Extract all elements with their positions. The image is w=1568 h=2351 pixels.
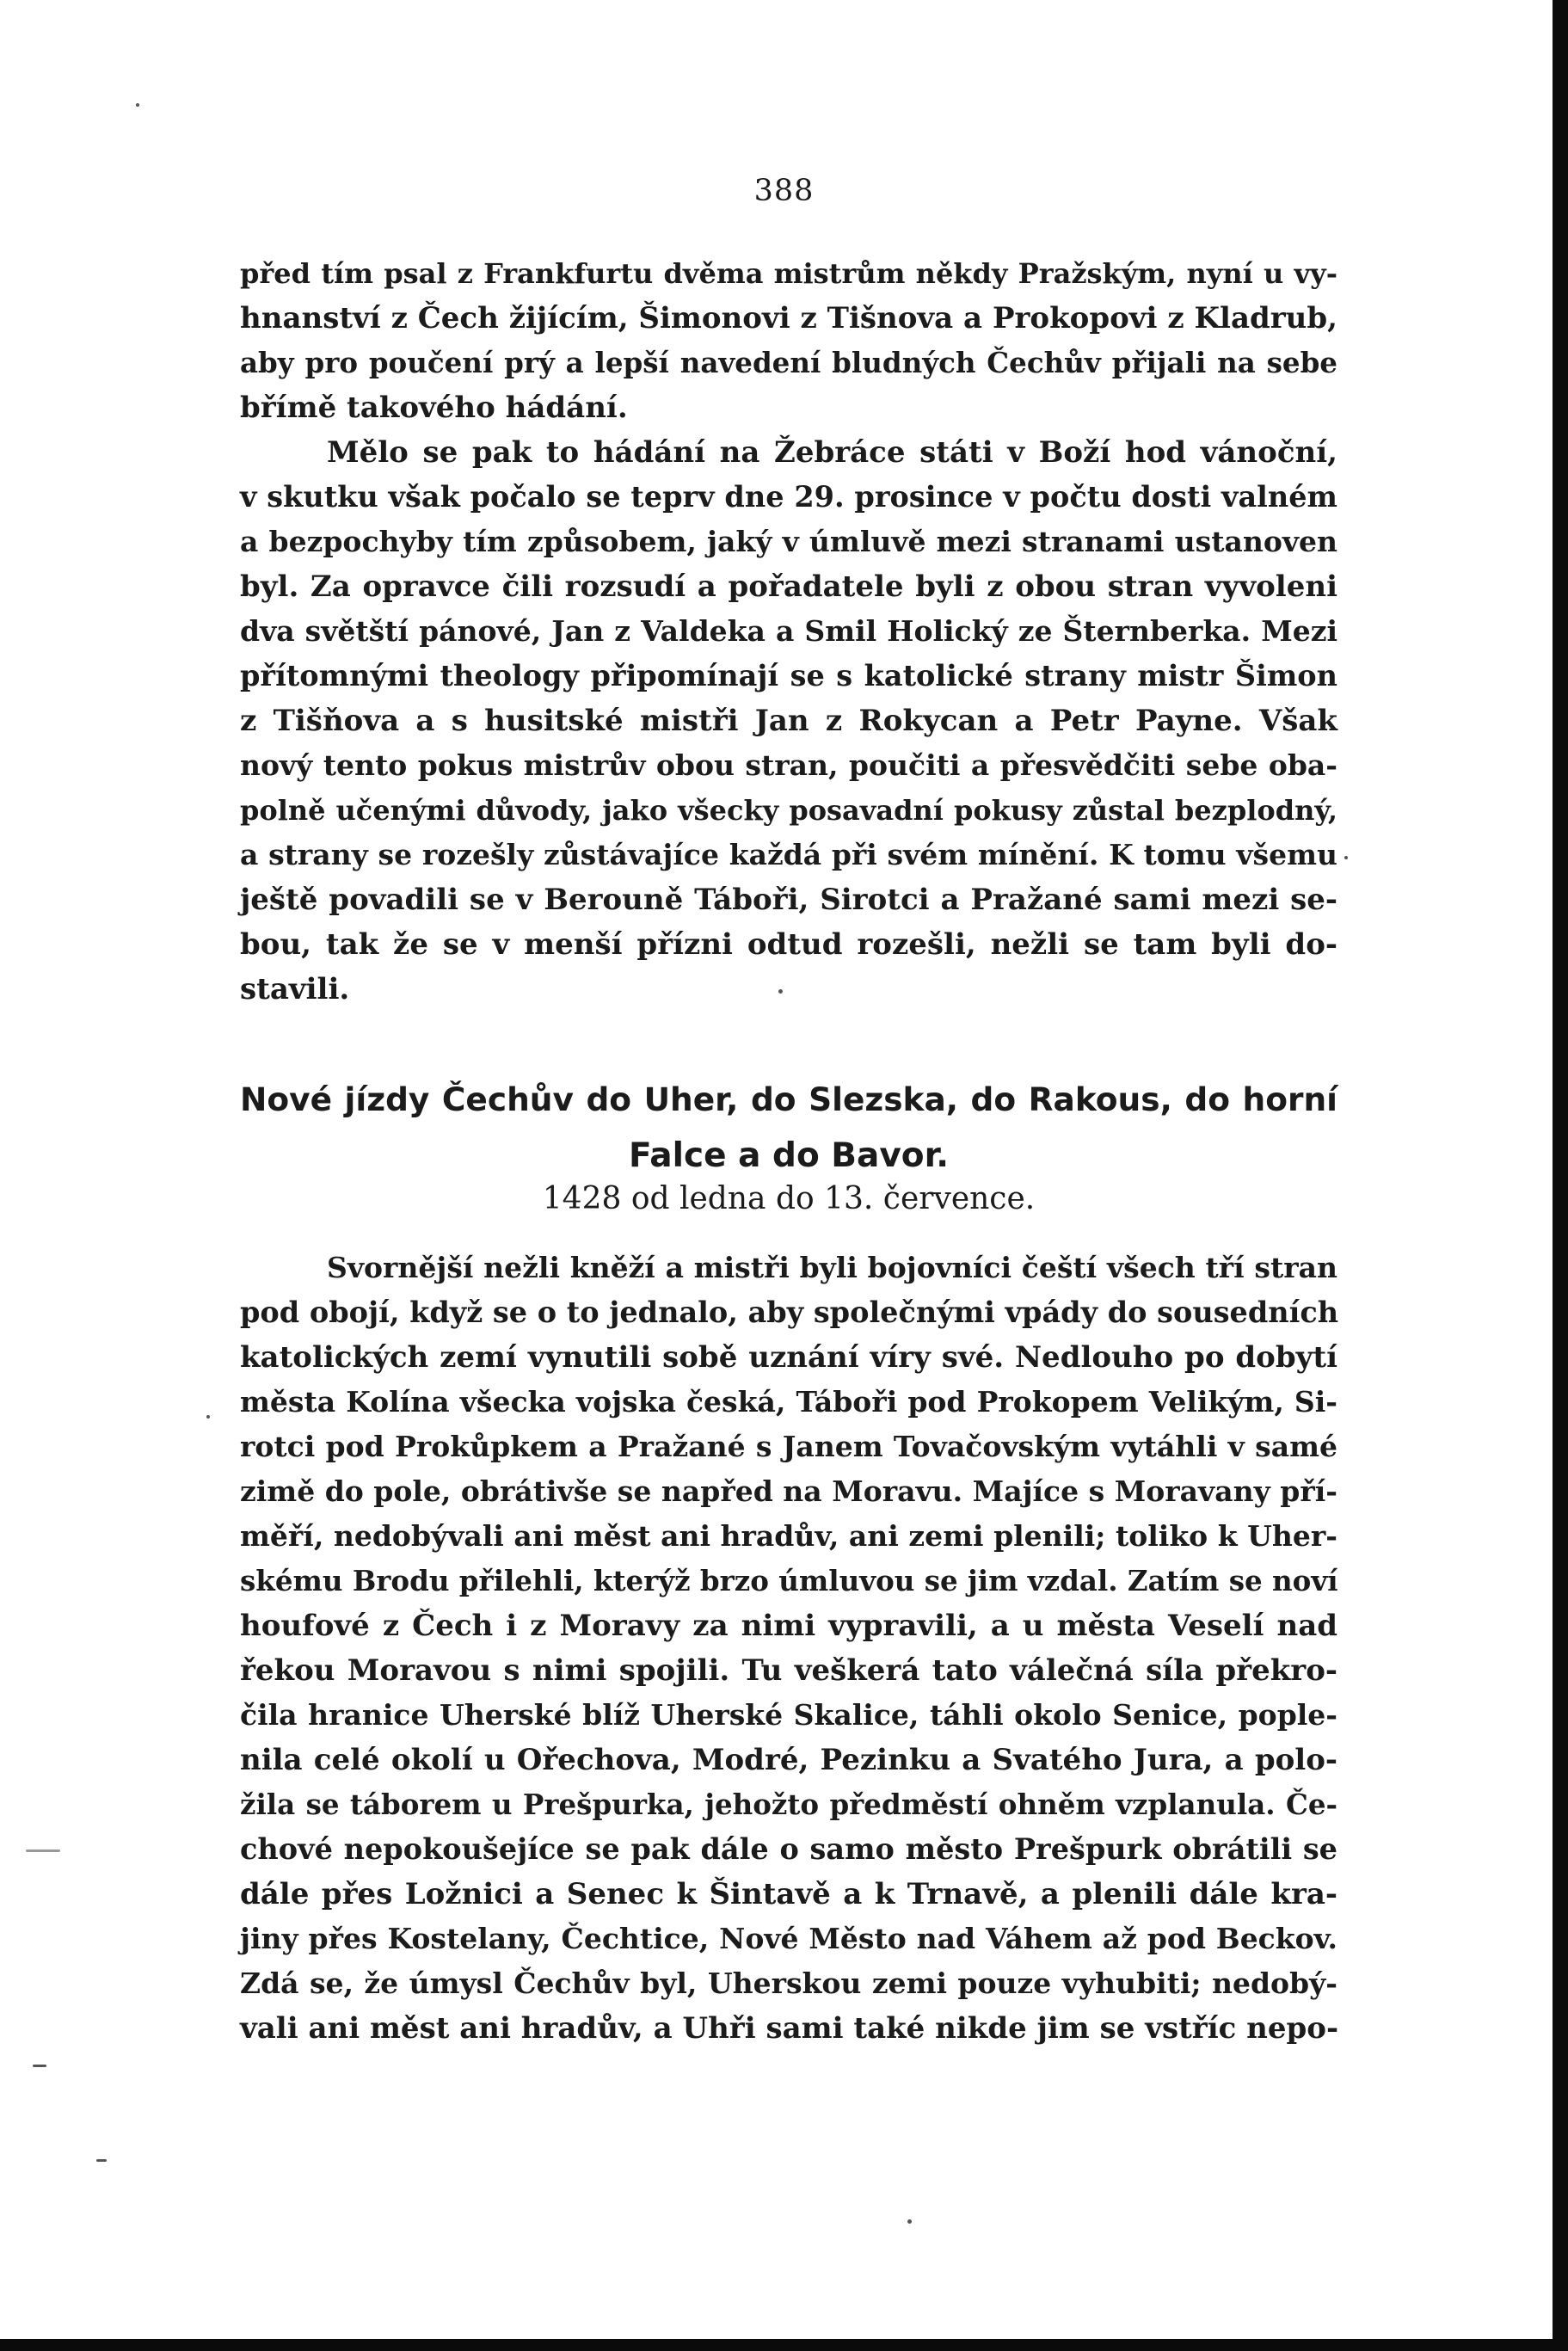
paragraph-campaigns: [240, 1246, 1337, 2051]
text-line: Svornější nežli kněží a mistři byli bojovníci čeští všech tří stran: [327, 1251, 1337, 1284]
scan-speck: [1344, 856, 1348, 859]
scan-speck: [33, 2065, 46, 2067]
text-line: Mělo se pak to hádání na Žebráce státi v Boží hod vánoční,: [327, 435, 1337, 470]
text-line: bou, tak že se v menší přízni odtud rozešli, nežli se tam byli do-: [240, 927, 1337, 962]
text-line: před tím psal z Frankfurtu dvěma mistrům někdy Pražským, nyní u vy-: [240, 257, 1337, 290]
text-line: dva světští pánové, Jan z Valdeka a Smil Holický ze Šternberka. Mezi: [240, 614, 1337, 648]
text-line: z Tišňova a s husitské mistři Jan z Rokycan a Petr Payne. Však: [240, 704, 1337, 738]
scan-edge-bottom: [0, 2339, 1568, 2351]
text-line: chové nepokoušejíce se pak dále o samo město Prešpurk obrátili se: [240, 1832, 1337, 1866]
paragraph-continuation: [240, 251, 1337, 430]
text-line: stavili.: [240, 972, 350, 1006]
text-line: pod obojí, když se o to jednalo, aby společnými vpády do sousedních: [240, 1296, 1339, 1329]
text-line: jiny přes Kostelany, Čechtice, Nové Město nad Váhem až pod Beckov.: [240, 1922, 1337, 1955]
text-line: žila se táborem u Prešpurka, jehožto předměstí ohněm vzplanula. Če-: [240, 1788, 1337, 1821]
text-line: polně učenými důvody, jako všecky posavadní pokusy zůstal bezplodný,: [240, 794, 1337, 827]
text-line: hnanství z Čech žijícím, Šimonovi z Tišnova a Prokopovi z Kladrub,: [240, 301, 1337, 335]
text-line: v skutku však počalo se teprv dne 29. prosince v počtu dosti valném: [240, 480, 1337, 514]
scan-speck: [96, 2159, 107, 2162]
text-line: a strany se rozešly zůstávajíce každá při svém mínění. K tomu všemu: [240, 838, 1337, 871]
section-dates: 1428 od ledna do 13. července.: [542, 1181, 1036, 1216]
text-line: zimě do pole, obrátivše se napřed na Moravu. Majíce s Moravany pří-: [240, 1474, 1337, 1508]
heading-line: Falce a do Bavor.: [628, 1136, 950, 1175]
text-line: vali ani měst ani hradův, a Uhři sami také nikde jim se vstříc nepo-: [240, 2011, 1339, 2046]
text-line: nový tento pokus mistrův obou stran, poučiti a přesvědčiti sebe oba-: [240, 748, 1337, 782]
scan-speck: [136, 103, 139, 107]
text-line: čila hranice Uherské blíž Uherské Skalice, táhli okolo Senice, pople-: [240, 1698, 1337, 1732]
text-line: Zdá se, že úmysl Čechův byl, Uherskou zemi pouze vyhubiti; nedobý-: [240, 1966, 1337, 2000]
scan-speck: [206, 1415, 210, 1419]
text-line: města Kolína všecka vojska česká, Táboři pod Prokopem Velikým, Si-: [240, 1385, 1337, 1419]
text-line: ještě povadili se v Berouně Táboři, Sirotci a Pražané sami mezi se-: [240, 883, 1337, 917]
page-number: 388: [753, 174, 815, 208]
text-line: nila celé okolí u Ořechova, Modré, Pezinku a Svatého Jura, a polo-: [240, 1743, 1337, 1777]
text-line: rotci pod Prokůpkem a Pražané s Janem Tovačovským vytáhli v samé: [240, 1430, 1337, 1463]
text-line: a bezpochyby tím způsobem, jaký v úmluvě mezi stranami ustanoven: [240, 525, 1337, 558]
text-line: aby pro poučení prý a lepší navedení bludných Čechův přijali na sebe: [240, 346, 1337, 379]
text-line: houfové z Čech i z Moravy za nimi vypravili, a u města Veselí nad: [240, 1609, 1337, 1643]
text-line: byl. Za opravce čili rozsudí a pořadatele byli z obou stran vyvoleni: [240, 569, 1337, 604]
text-line: měří, nedobývali ani měst ani hradův, ani zemi plenili; toliko k Uher-: [240, 1519, 1337, 1553]
text-line: katolických zemí vynutili sobě uznání víry své. Nedlouho po dobytí: [240, 1340, 1337, 1375]
paragraph-disputation: [240, 430, 1337, 1012]
text-line: skému Brodu přilehli, kterýž brzo úmluvou se jim vzdal. Zatím se noví: [240, 1564, 1338, 1597]
text-line: dále přes Ložnici a Senec k Šintavě a k Trnavě, a plenili dále kra-: [240, 1877, 1337, 1911]
heading-line: Nové jízdy Čechův do Uher, do Slezska, do Rakous, do horní: [240, 1080, 1337, 1118]
text-line: řekou Moravou s nimi spojili. Tu veškerá tato válečná síla překro-: [240, 1653, 1337, 1688]
scan-edge-right: [1553, 0, 1568, 2351]
text-line: břímě takového hádání.: [240, 391, 628, 425]
scan-speck: [907, 2219, 912, 2224]
text-line: přítomnými theology připomínají se s katolické strany mistr Šimon: [240, 659, 1337, 692]
scan-speck: [26, 1849, 60, 1852]
section-heading: [240, 1071, 1337, 1185]
